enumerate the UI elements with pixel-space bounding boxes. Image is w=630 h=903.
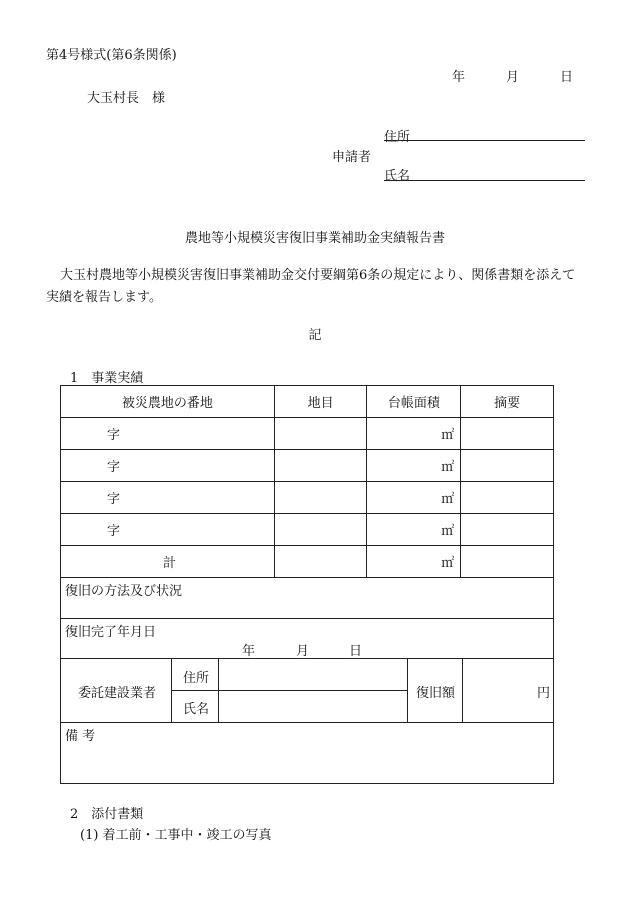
results-table [60,385,554,578]
applicant-address-label: 住所 [384,130,411,145]
body-text-line2: 実績を報告します。 [46,290,162,305]
cell-category [274,418,367,450]
body-text-line1: 大玉村農地等小規模災害復旧事業補助金交付要綱第6条の規定により、関係書類を添えて [60,268,576,283]
cell-area [367,482,461,514]
cell-total-label: 計 [61,546,275,578]
cell-summary [461,482,554,514]
applicant-address-line [384,140,585,141]
contractor-address-label: 住所 [183,671,210,686]
divider [60,618,554,619]
cell-category [274,546,367,578]
cell-summary [461,450,554,482]
cell-area [367,450,461,482]
divider [60,722,554,723]
cell-summary [461,418,554,450]
remarks-label: 備 考 [65,729,96,744]
table-row [61,514,554,546]
area-unit: ㎡ [441,460,455,475]
table-row [61,450,554,482]
ki-heading: 記 [308,328,322,343]
cell-category [274,450,367,482]
completion-day: 日 [349,644,363,659]
area-unit: ㎡ [441,428,455,443]
header-summary: 摘要 [461,386,554,418]
applicant-label: 申請者 [332,150,372,165]
table-header-row [61,386,554,418]
header-lot: 被災農地の番地 [61,386,275,418]
table-row [61,418,554,450]
cell-summary [461,546,554,578]
completion-year: 年 [242,644,256,659]
divider [462,658,463,722]
restoration-amount-label: 復旧額 [416,686,456,701]
addressee: 大玉村長 様 [87,91,166,106]
completion-date-label: 復旧完了年月日 [65,625,157,640]
cell-area [367,418,461,450]
document-title: 農地等小規模災害復旧事業補助金実績報告書 [184,231,445,246]
divider [171,690,407,691]
table-total-row [61,546,554,578]
divider [60,658,554,659]
restoration-method-label: 復旧の方法及び状況 [65,584,183,599]
area-unit: ㎡ [441,556,455,571]
applicant-name-line [384,180,585,181]
contractor-label: 委託建設業者 [78,686,157,701]
date-day: 日 [560,70,574,85]
header-area: 台帳面積 [367,386,461,418]
cell-lot: 字 [61,514,275,546]
currency-unit: 円 [537,686,551,701]
cell-lot: 字 [61,482,275,514]
contractor-name-label: 氏名 [183,702,210,717]
cell-lot: 字 [61,450,275,482]
area-unit: ㎡ [441,492,455,507]
cell-summary [461,514,554,546]
completion-month: 月 [296,644,310,659]
section2-heading: 2 添付書類 [70,807,144,822]
divider [407,658,408,722]
cell-category [274,514,367,546]
form-number: 第4号様式(第6条関係) [46,48,177,63]
cell-area-total [367,546,461,578]
section1-heading: 1 事業実績 [70,371,144,386]
table-row [61,482,554,514]
details-box [60,577,554,784]
header-land-category: 地目 [274,386,367,418]
attachment-item: (1) 着工前・工事中・竣工の写真 [80,828,272,843]
date-year: 年 [452,70,466,85]
area-unit: ㎡ [441,524,455,539]
cell-category [274,482,367,514]
date-month: 月 [506,70,520,85]
cell-lot: 字 [61,418,275,450]
cell-area [367,514,461,546]
applicant-name-label: 氏名 [384,169,411,184]
